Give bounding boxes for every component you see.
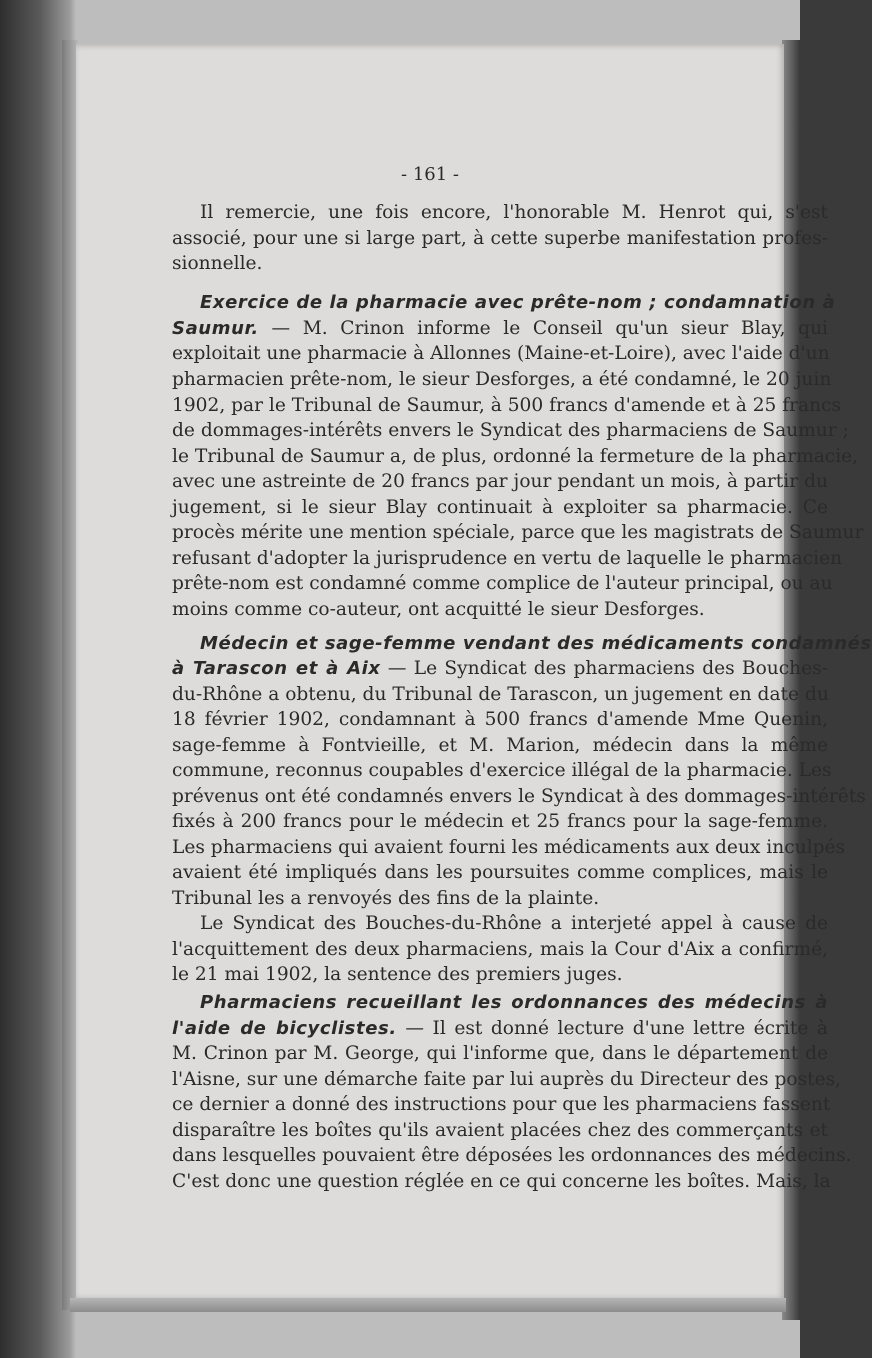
section-heading: Exercice de la pharmacie avec prête-nom ; condamnation à xyxy=(200,292,836,313)
section-heading-line xyxy=(200,631,872,656)
body-text-line: pharmacien prête-nom, le sieur Desforges, a été condamné, le 20 juin xyxy=(172,369,832,390)
body-text-line: disparaître les boîtes qu'ils avaient placées chez des commerçants et xyxy=(172,1120,828,1141)
body-text-line: Tribunal les a renvoyés des fins de la plainte. xyxy=(172,888,600,909)
body-text: — M. Crinon informe le Conseil qu'un sieur Blay, qui xyxy=(258,318,828,339)
body-text-line: 18 février 1902, condamnant à 500 francs d'amende Mme Quenin, xyxy=(172,709,828,730)
body-text-line: M. Crinon par M. George, qui l'informe que, dans le département de xyxy=(172,1043,828,1064)
body-text: — Il est donné lecture d'une lettre écrite à xyxy=(396,1018,829,1039)
body-text-line: l'Aisne, sur une démarche faite par lui auprès du Directeur des postes, xyxy=(172,1069,842,1090)
body-text-line: procès mérite une mention spéciale, parce que les magistrats de Saumur xyxy=(172,522,864,543)
body-text-line: associé, pour une si large part, à cette superbe manifestation profes- xyxy=(172,228,828,249)
body-text-line: commune, reconnus coupables d'exercice illégal de la pharmacie. Les xyxy=(172,760,832,781)
body-text-line: Le Syndicat des Bouches-du-Rhône a interjeté appel à cause de xyxy=(200,913,828,934)
body-text-line: de dommages-intérêts envers le Syndicat des pharmaciens de Saumur ; xyxy=(172,420,849,441)
book-page-edges-bottom xyxy=(70,1298,786,1312)
body-text-line: 1902, par le Tribunal de Saumur, à 500 francs d'amende et à 25 francs xyxy=(172,395,842,416)
section-heading-line xyxy=(200,990,828,1015)
body-text-line: Il remercie, une fois encore, l'honorable M. Henrot qui, s'est xyxy=(200,202,828,223)
body-text-line: avaient été impliqués dans les poursuites comme complices, mais le xyxy=(172,862,828,883)
body-text-line: Les pharmaciens qui avaient fourni les médicaments aux deux inculpés xyxy=(172,837,846,858)
section-heading: Médecin et sage-femme vendant des médicaments condamnés xyxy=(200,633,872,654)
body-text-line: refusant d'adopter la jurisprudence en vertu de laquelle le pharmacien xyxy=(172,548,843,569)
book-page xyxy=(76,44,872,1298)
body-text-line: exploitait une pharmacie à Allonnes (Maine-et-Loire), avec l'aide d'un xyxy=(172,343,830,364)
section-heading: Pharmaciens recueillant les ordonnances des médecins à xyxy=(200,992,828,1013)
body-text-line: moins comme co-auteur, ont acquitté le sieur Desforges. xyxy=(172,599,705,620)
body-text-line: fixés à 200 francs pour le médecin et 25 francs pour la sage-femme. xyxy=(172,811,828,832)
section-heading-line xyxy=(172,316,828,341)
body-text-line: ce dernier a donné des instructions pour que les pharmaciens fassent xyxy=(172,1094,831,1115)
section-heading: à Tarascon et à Aix xyxy=(172,658,381,679)
body-text-line: dans lesquelles pouvaient être déposées les ordonnances des médecins. xyxy=(172,1145,852,1166)
section-heading: Saumur. xyxy=(172,318,259,339)
section-heading: l'aide de bicyclistes. xyxy=(172,1018,397,1039)
body-text-line: prête-nom est condamné comme complice de l'auteur principal, ou au xyxy=(172,573,833,594)
body-text-line: C'est donc une question réglée en ce qui concerne les boîtes. Mais, la xyxy=(172,1171,831,1192)
body-text-line: l'acquittement des deux pharmaciens, mais la Cour d'Aix a confirmé, xyxy=(172,939,828,960)
body-text-line: sage-femme à Fontvieille, et M. Marion, médecin dans la même xyxy=(172,735,828,756)
section-heading-line xyxy=(172,1016,828,1041)
body-text-line: le 21 mai 1902, la sentence des premiers juges. xyxy=(172,964,623,985)
body-text: — Le Syndicat des pharmaciens des Bouches- xyxy=(380,658,828,679)
section-heading-line xyxy=(172,656,828,681)
page-number: - 161 - xyxy=(401,164,459,185)
body-text-line: du-Rhône a obtenu, du Tribunal de Tarascon, un jugement en date du xyxy=(172,684,829,705)
body-text-line: jugement, si le sieur Blay continuait à exploiter sa pharmacie. Ce xyxy=(172,497,828,518)
body-text-line: sionnelle. xyxy=(172,253,263,274)
section-heading-line xyxy=(200,290,836,315)
body-text-line: prévenus ont été condamnés envers le Syndicat à des dommages-intérêts xyxy=(172,786,866,807)
body-text-line: le Tribunal de Saumur a, de plus, ordonné la fermeture de la pharmacie, xyxy=(172,446,859,467)
body-text-line: avec une astreinte de 20 francs par jour pendant un mois, à partir du xyxy=(172,471,828,492)
